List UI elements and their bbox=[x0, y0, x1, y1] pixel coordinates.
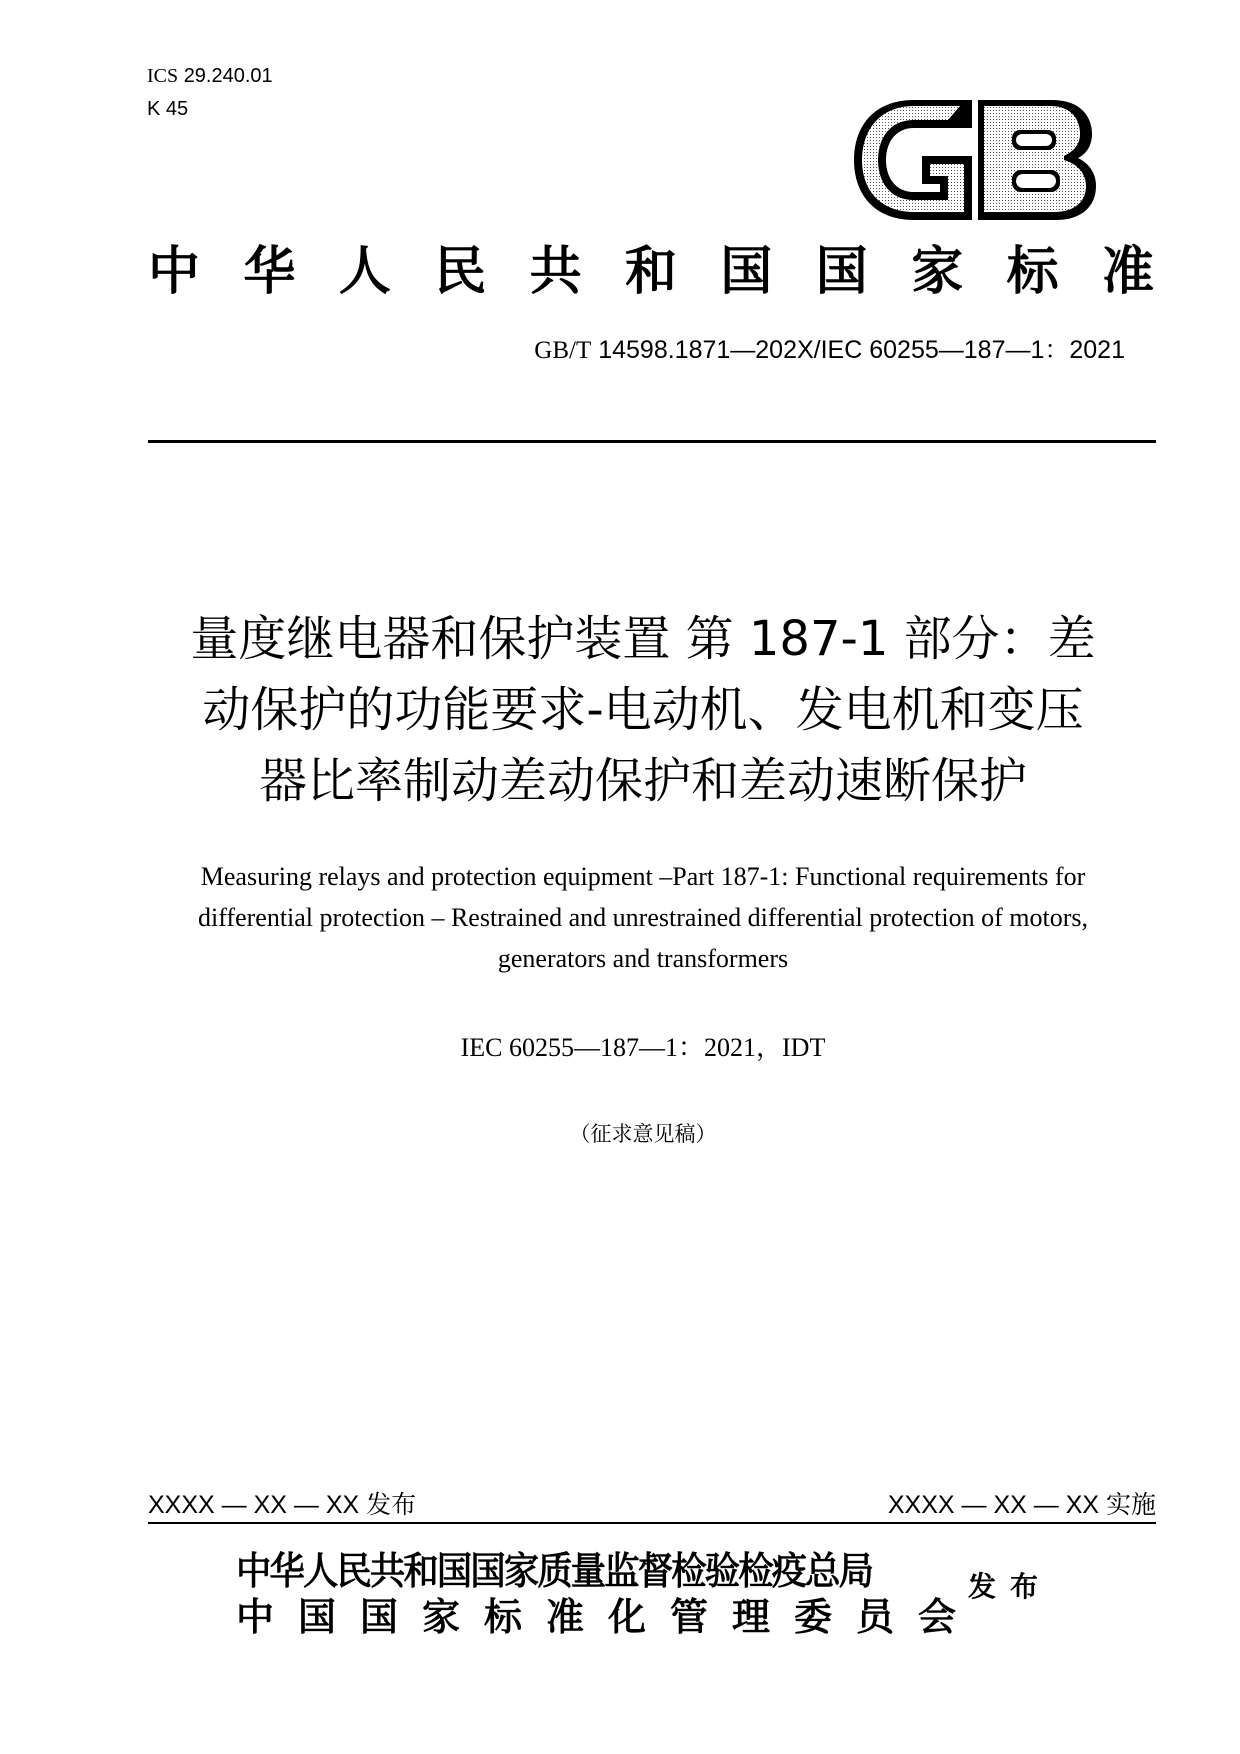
national-standard-title: 中华人民共和国国家标准 bbox=[148, 241, 1158, 302]
standard-code bbox=[534, 334, 1125, 367]
chinese-title-line: 器比率制动差动保护和差动速断保护 bbox=[258, 753, 1027, 809]
issuer-sac: 中国国家标准化管理委员会 bbox=[236, 1595, 981, 1639]
dates-row bbox=[148, 1490, 1156, 1520]
issue-date: XXXX — XX — XX 发布 bbox=[148, 1491, 417, 1519]
footer-divider bbox=[148, 1522, 1156, 1524]
issuer-aqsiq: 中华人民共和国国家质量监督检验检疫总局 bbox=[236, 1549, 873, 1593]
chinese-title-line: 动保护的功能要求-电动机、发电机和变压 bbox=[202, 682, 1084, 738]
english-title bbox=[138, 856, 1148, 979]
english-title-line: generators and transformers bbox=[497, 944, 789, 973]
header-divider bbox=[148, 440, 1156, 443]
english-title-line: Measuring relays and protection equipment –Part 187-1: Functional requirements for bbox=[200, 862, 1086, 891]
standard-code-prefix: GB/T bbox=[534, 337, 592, 364]
gb-logo-icon bbox=[852, 98, 1098, 222]
implementation-date: XXXX — XX — XX 实施 bbox=[887, 1491, 1156, 1519]
publish-label: 发布 bbox=[968, 1570, 1053, 1603]
ccs-classification: K 45 bbox=[147, 98, 189, 120]
draft-status-label: （征求意见稿） bbox=[569, 1122, 717, 1146]
ics-classification bbox=[147, 64, 273, 88]
chinese-title-line: 量度继电器和保护装置 第 187-1 部分：差 bbox=[190, 611, 1096, 667]
ics-prefix: ICS bbox=[147, 65, 179, 87]
chinese-title bbox=[138, 604, 1148, 817]
issuing-authorities bbox=[236, 1548, 980, 1640]
iec-equivalence-reference: IEC 60255—187—1：2021，IDT bbox=[460, 1033, 826, 1062]
standard-code-number: 14598.1871—202X/IEC 60255—187—1：2021 bbox=[598, 336, 1125, 364]
ics-code: 29.240.01 bbox=[183, 65, 273, 87]
english-title-line: differential protection – Restrained and unrestrained differential protection of motors, bbox=[198, 903, 1088, 932]
